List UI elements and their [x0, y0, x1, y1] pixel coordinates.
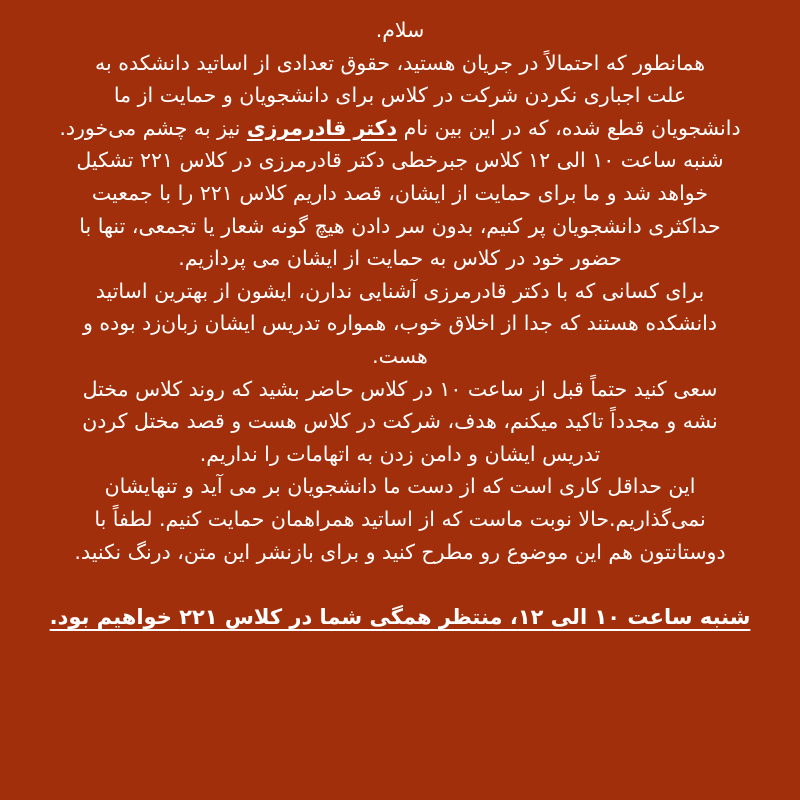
- paragraph-professor-intro: [6, 275, 794, 373]
- paragraph-attendance-note: [6, 373, 794, 471]
- text-fragment: دانشجویان قطع شده، که در این بین نام: [403, 115, 741, 140]
- text-line: همانطور که احتمالاً در جریان هستید، حقوق تعدادی از اساتید دانشکده به: [94, 50, 706, 75]
- closing-line: شنبه ساعت ۱۰ الی ۱۲، منتظر همگی شما در کلاس ۲۲۱ خواهیم بود.: [49, 605, 751, 630]
- paragraph-call-to-action: [6, 470, 794, 568]
- text-line: تدریس ایشان و دامن زدن به اتهامات را نداریم.: [199, 441, 601, 466]
- greeting-paragraph: [6, 14, 794, 47]
- text-line-with-name: [6, 112, 794, 145]
- text-line: شنبه ساعت ۱۰ الی ۱۲ کلاس جبرخطی دکتر قادرمرزی در کلاس ۲۲۱ تشکیل: [76, 148, 724, 173]
- greeting-text: سلام.: [375, 18, 425, 42]
- professor-name: دکتر قادرمرزی: [246, 115, 398, 140]
- text-line: سعی کنید حتماً قبل از ساعت ۱۰ در کلاس حاضر بشید که روند کلاس مختل: [82, 376, 718, 401]
- text-fragment: نیز به چشم می‌خورد.: [59, 115, 241, 140]
- text-line: حداکثری دانشجویان پر کنیم، بدون سر دادن هیچ گونه شعار یا تجمعی، تنها با: [79, 213, 721, 238]
- text-line: حضور خود در کلاس به حمایت از ایشان می پردازیم.: [178, 246, 622, 271]
- text-line: نشه و مجدداً تاکید میکنم، هدف، شرکت در کلاس هست و قصد مختل کردن: [82, 409, 718, 434]
- text-line: دوستانتون هم این موضوع رو مطرح کنید و برای بازنشر این متن، درنگ نکنید.: [74, 539, 726, 564]
- text-line: این حداقل کاری است که از دست ما دانشجویان بر می آید و تنهایشان: [104, 474, 696, 499]
- text-line: دانشکده هستند که جدا از اخلاق خوب، همواره تدریس ایشان زبان‌زد بوده و: [82, 311, 717, 336]
- paragraph-class-plan: [6, 144, 794, 274]
- text-line: خواهد شد و ما برای حمایت از ایشان، قصد داریم کلاس ۲۲۱ را با جمعیت: [91, 180, 709, 205]
- text-line: نمی‌گذاریم.حالا نوبت ماست که از اساتید همراهمان حمایت کنیم. لطفاً با: [94, 506, 706, 531]
- text-line: هست.: [372, 343, 428, 368]
- text-line: برای کسانی که با دکتر قادرمرزی آشنایی ندارن، ایشون از بهترین اساتید: [95, 278, 705, 303]
- paragraph-salary-cut: [6, 47, 794, 145]
- text-line: علت اجباری نکردن شرکت در کلاس برای دانشجویان و حمایت از ما: [113, 83, 687, 108]
